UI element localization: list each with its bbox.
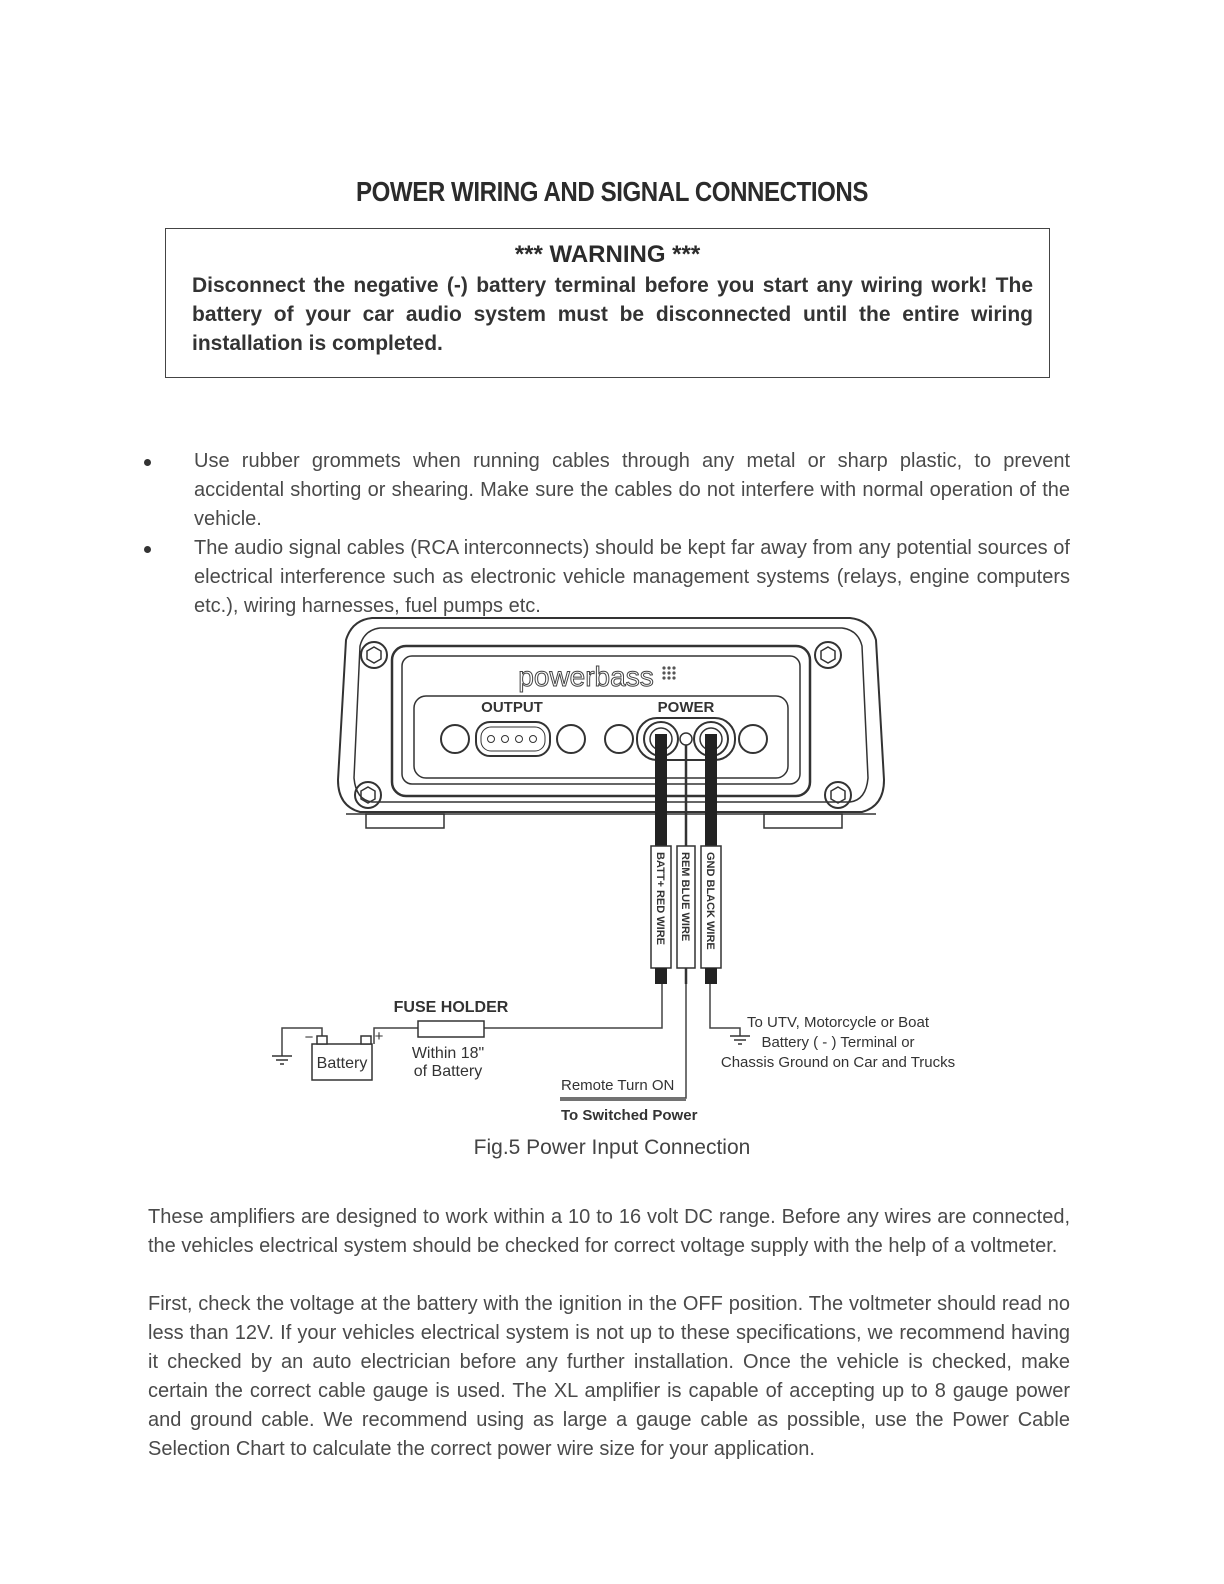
brand-logo: powerbass <box>518 661 654 692</box>
figure-caption: Fig.5 Power Input Connection <box>473 1136 751 1159</box>
bullet-text: Use rubber grommets when running cables through any metal or sharp plastic, to prevent accidental shorting or shearing. Make sure the cables do not interfere with normal operation of the vehicle. <box>194 450 1070 530</box>
wire-label-batt: BATT+ RED WIRE <box>654 852 666 945</box>
bullet-icon <box>144 459 151 466</box>
battery-label: Battery <box>316 1055 368 1072</box>
warning-heading: *** WARNING *** <box>514 241 701 268</box>
within-label: Within 18" <box>411 1045 485 1062</box>
power-connection-diagram <box>0 600 1224 1140</box>
battery-minus: − <box>304 1029 314 1046</box>
remote-turn-on-label: Remote Turn ON <box>561 1077 675 1094</box>
fuse-holder-label: FUSE HOLDER <box>393 999 509 1016</box>
ground-destination-label-3: Chassis Ground on Car and Trucks <box>720 1054 956 1071</box>
ground-destination-label: To UTV, Motorcycle or Boat <box>746 1014 930 1031</box>
output-connector <box>441 722 585 756</box>
ground-destination-label-2: Battery ( - ) Terminal or <box>761 1034 915 1051</box>
amplifier-illustration <box>338 618 884 828</box>
bullet-text: The audio signal cables (RCA interconnects) should be kept far away from any potential sources of electrical interference such as electronic vehicle management systems (relays, engine computers etc.), wiring harnesses, fuel pumps etc. <box>194 537 1070 617</box>
bullet-icon <box>144 546 151 553</box>
warning-box <box>165 228 1050 378</box>
battery-plus: + <box>374 1028 384 1045</box>
page-title: POWER WIRING AND SIGNAL CONNECTIONS <box>355 176 869 207</box>
logo-dots-icon <box>662 666 675 679</box>
bullet-list <box>140 447 1070 621</box>
switched-power-label: To Switched Power <box>561 1107 698 1124</box>
power-label: POWER <box>657 699 715 716</box>
fuse-holder <box>418 1021 484 1037</box>
wire-label-gnd: GND BLACK WIRE <box>704 852 716 950</box>
list-item <box>140 447 1070 534</box>
body-paragraph: These amplifiers are designed to work within a 10 to 16 volt DC range. Before any wires are connected, the vehicles electrical system should be checked for correct voltage supply with the help of a voltmeter. <box>148 1206 1070 1257</box>
body-paragraph: First, check the voltage at the battery with the ignition in the OFF position. The voltmeter should read no less than 12V. If your vehicles electrical system is not up to these specifications, we recommend having it checked by an auto electrician before any further installation. Once the vehicle is checked, make certain the correct cable gauge is used. The XL amplifier is capable of accepting up to 8 gauge power and ground cable. We recommend using as large a gauge cable as possible, use the Power Cable Selection Chart to calculate the correct power wire size for your application. <box>148 1293 1070 1460</box>
output-label: OUTPUT <box>481 699 543 716</box>
wire-label-rem: REM BLUE WIRE <box>679 852 691 942</box>
within-label-2: of Battery <box>413 1063 483 1080</box>
warning-text: Disconnect the negative (-) battery terminal before you start any wiring work! The battery of your car audio system must be disconnected until the entire wiring installation is completed. <box>192 274 1033 355</box>
